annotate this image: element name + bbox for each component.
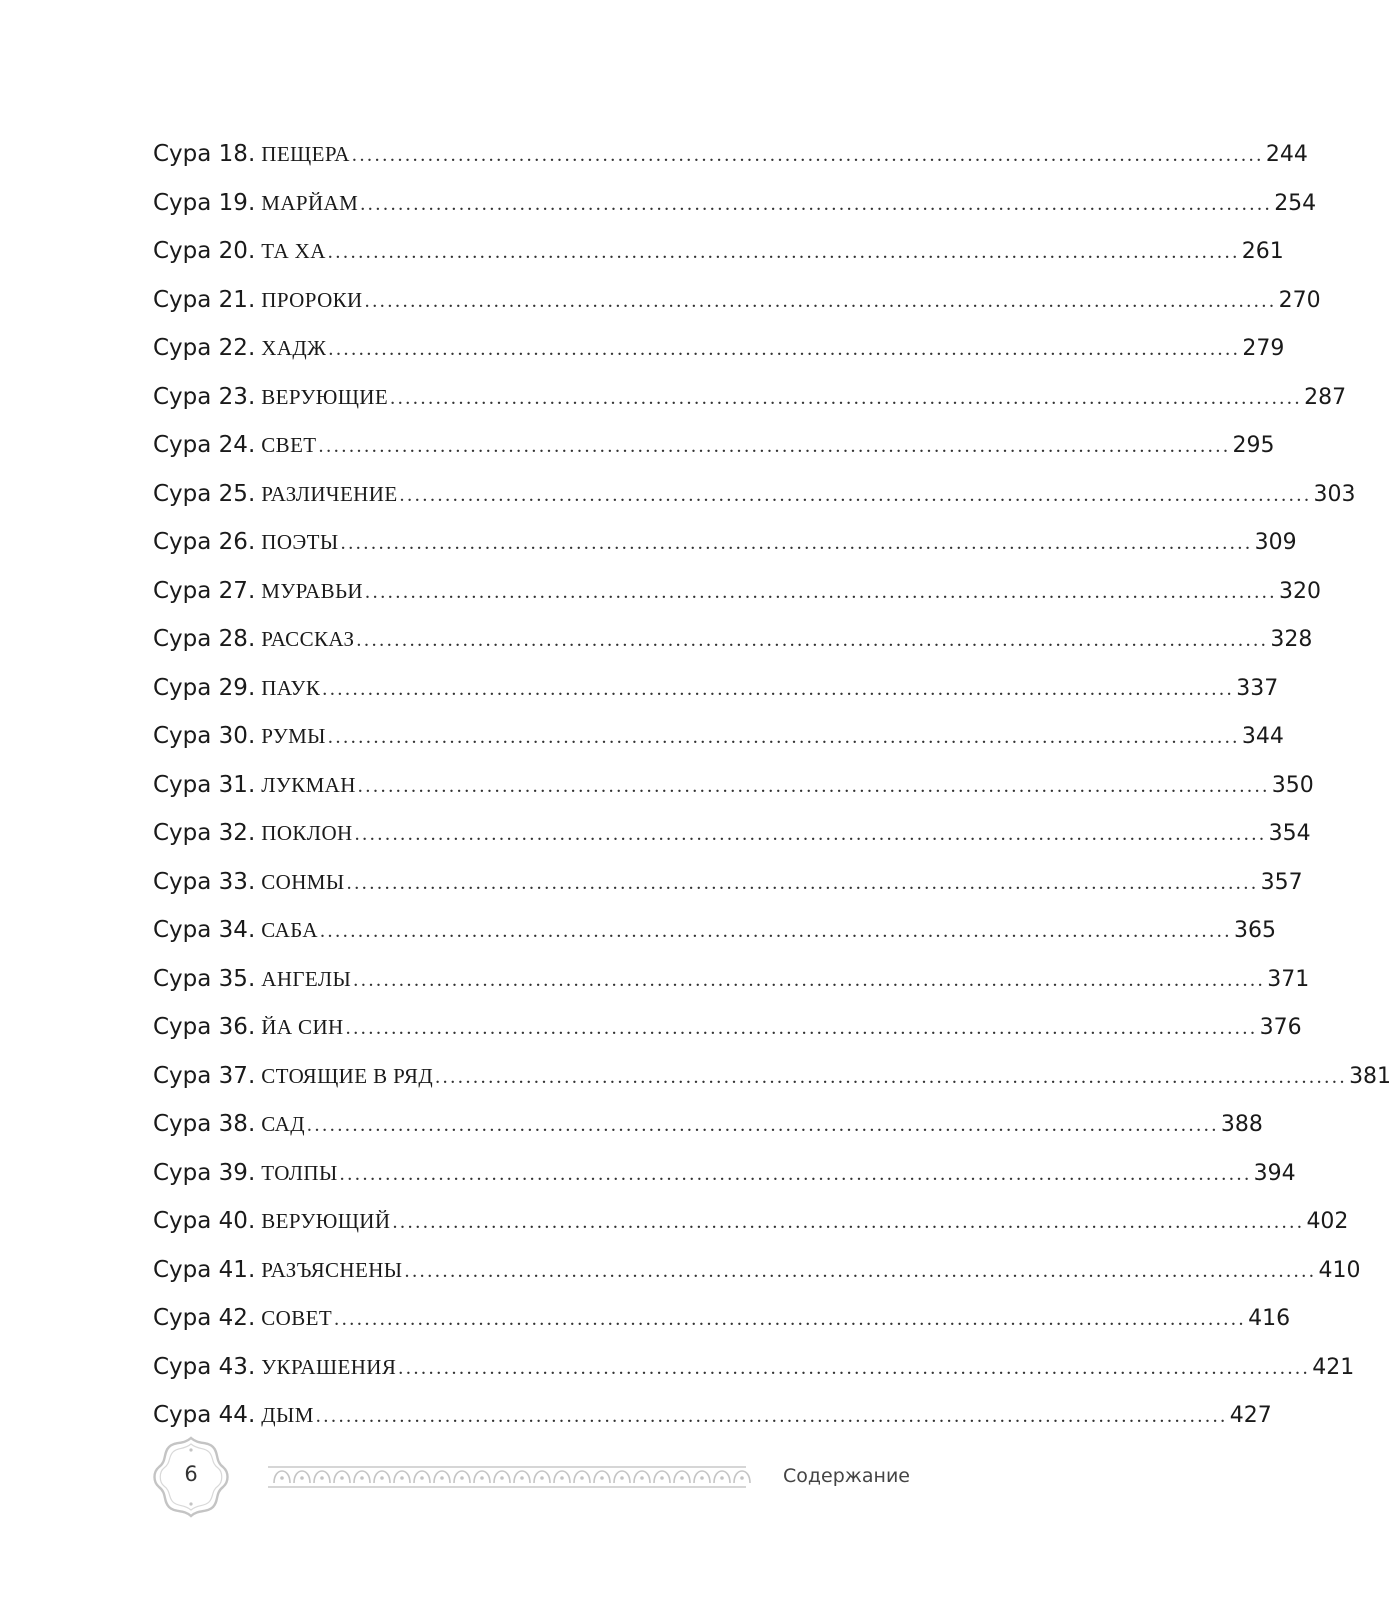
toc-entry-title: СОВЕТ: [261, 1306, 333, 1330]
toc-entry-title: ПЕЩЕРА: [261, 142, 350, 166]
toc-entry-prefix: Сура 31.: [153, 771, 256, 798]
toc-entry-prefix: Сура 22.: [153, 335, 256, 361]
toc-entry-page: 270: [1278, 287, 1321, 313]
toc-entry-title: РАЗЛИЧЕНИЕ: [261, 481, 398, 506]
toc-entry-page: 365: [1233, 918, 1276, 943]
dot-leader: ........................................................................................................................: [364, 289, 1277, 312]
dot-leader: ........................................................................................................................: [353, 968, 1266, 991]
dot-leader: ........................................................................................................................: [392, 1211, 1305, 1233]
toc-entry-page: 427: [1229, 1403, 1272, 1428]
dot-leader: ........................................................................................................................: [318, 435, 1231, 457]
toc-entry: [153, 526, 1297, 575]
page-number-badge: [149, 1435, 233, 1519]
toc-entry: [153, 866, 1303, 915]
dot-leader: ........................................................................................................................: [315, 1405, 1228, 1427]
toc-entry-page: 376: [1259, 1015, 1302, 1040]
toc-entry-title: СВЕТ: [261, 433, 317, 457]
toc-entry-title: ТОЛПЫ: [261, 1160, 338, 1185]
dot-leader: ........................................................................................................................: [360, 192, 1273, 215]
toc-entry: [153, 1254, 1361, 1303]
dot-leader: ........................................................................................................................: [319, 920, 1232, 942]
toc-entry-page: 309: [1254, 530, 1297, 555]
toc-entry-prefix: Сура 24.: [153, 432, 256, 458]
toc-entry-page: 254: [1274, 190, 1317, 216]
toc-entry-title: МУРАВЬИ: [261, 578, 363, 603]
toc-entry-page: 354: [1268, 821, 1311, 846]
toc-entry: [153, 1205, 1349, 1254]
table-of-contents: [153, 138, 1391, 1448]
toc-entry-prefix: Сура 42.: [153, 1305, 256, 1331]
dot-leader: ........................................................................................................................: [327, 726, 1240, 748]
toc-entry-prefix: Сура 19.: [153, 189, 256, 216]
toc-entry-title: ПОЭТЫ: [261, 530, 339, 554]
toc-entry-title: ЙА СИН: [261, 1015, 344, 1039]
toc-entry: [153, 672, 1279, 721]
toc-entry: [153, 914, 1276, 963]
dot-leader: ........................................................................................................................: [345, 1017, 1258, 1039]
toc-entry: [153, 429, 1275, 478]
dot-leader: ........................................................................................................................: [334, 1308, 1247, 1330]
toc-entry-prefix: Сура 39.: [153, 1159, 256, 1186]
toc-entry: [153, 963, 1310, 1012]
dot-leader: ........................................................................................................................: [365, 580, 1277, 603]
toc-entry: [153, 1302, 1291, 1351]
toc-entry-title: РАЗЪЯСНЕНЫ: [261, 1257, 403, 1282]
toc-entry-prefix: Сура 36.: [153, 1014, 256, 1040]
toc-entry-page: 402: [1306, 1209, 1349, 1234]
dot-leader: ........................................................................................................................: [390, 386, 1303, 409]
toc-entry: [153, 817, 1311, 866]
toc-entry-prefix: Сура 21.: [153, 286, 256, 313]
toc-entry-title: ДЫМ: [261, 1403, 314, 1427]
toc-entry: [153, 769, 1314, 818]
toc-entry-title: САД: [261, 1112, 305, 1136]
toc-entry-prefix: Сура 37.: [153, 1062, 256, 1089]
toc-entry-prefix: Сура 41.: [153, 1256, 256, 1283]
toc-entry-prefix: Сура 33.: [153, 868, 256, 895]
toc-entry-title: ПАУК: [261, 675, 321, 700]
toc-entry-page: 287: [1304, 384, 1347, 410]
toc-entry-prefix: Сура 25.: [153, 480, 256, 507]
toc-entry-prefix: Сура 40.: [153, 1208, 256, 1234]
toc-entry: [153, 1157, 1296, 1206]
toc-entry: [153, 381, 1347, 430]
toc-entry-prefix: Сура 32.: [153, 820, 256, 846]
toc-entry-page: 244: [1265, 142, 1308, 167]
ornamental-border-icon: [268, 1463, 746, 1491]
toc-entry-prefix: Сура 38.: [153, 1111, 256, 1137]
toc-entry-page: 328: [1270, 627, 1313, 652]
toc-entry-prefix: Сура 23.: [153, 383, 256, 410]
toc-entry: [153, 1011, 1302, 1060]
toc-entry: [153, 1060, 1391, 1109]
toc-entry-prefix: Сура 34.: [153, 917, 256, 943]
toc-entry-prefix: Сура 27.: [153, 577, 256, 604]
toc-entry-title: ТА ХА: [261, 239, 326, 263]
toc-entry: [153, 138, 1308, 187]
toc-entry-title: СОНМЫ: [261, 869, 345, 894]
dot-leader: ........................................................................................................................: [306, 1114, 1219, 1136]
dot-leader: ........................................................................................................................: [435, 1065, 1348, 1088]
toc-entry: [153, 235, 1284, 284]
toc-entry-prefix: Сура 28.: [153, 626, 256, 652]
toc-entry-title: РУМЫ: [261, 724, 326, 748]
toc-entry-page: 416: [1248, 1306, 1291, 1331]
page-footer: [0, 1435, 1000, 1535]
dot-leader: ........................................................................................................................: [357, 774, 1270, 797]
toc-entry-title: ЛУКМАН: [261, 772, 356, 797]
ornamental-border: [268, 1463, 746, 1491]
toc-entry-prefix: Сура 18.: [153, 141, 256, 167]
toc-entry-title: ВЕРУЮЩИЕ: [261, 384, 389, 409]
toc-entry-page: 261: [1241, 239, 1284, 264]
toc-entry: [153, 187, 1317, 236]
toc-entry-page: 371: [1267, 966, 1310, 992]
toc-entry-prefix: Сура 35.: [153, 965, 256, 992]
toc-entry-page: 350: [1271, 772, 1314, 798]
toc-entry-page: 303: [1313, 481, 1356, 507]
dot-leader: ........................................................................................................................: [327, 241, 1240, 263]
toc-entry-title: СТОЯЩИЕ В РЯД: [261, 1063, 434, 1088]
toc-entry: [153, 1351, 1355, 1400]
toc-entry-page: 410: [1318, 1257, 1361, 1283]
toc-entry-prefix: Сура 43.: [153, 1353, 256, 1380]
toc-entry-title: АНГЕЛЫ: [261, 966, 352, 991]
toc-entry: [153, 575, 1321, 624]
dot-leader: ........................................................................................................................: [339, 1162, 1252, 1185]
toc-entry-title: ВЕРУЮЩИЙ: [261, 1209, 391, 1233]
dot-leader: ........................................................................................................................: [398, 1356, 1311, 1379]
toc-entry-prefix: Сура 30.: [153, 723, 256, 749]
toc-entry-page: 279: [1242, 336, 1285, 361]
toc-entry-prefix: Сура 44.: [153, 1402, 256, 1428]
toc-entry-title: РАССКАЗ: [261, 627, 355, 651]
page-number: 6: [184, 1462, 198, 1486]
toc-entry-page: 388: [1220, 1112, 1263, 1137]
toc-entry-title: УКРАШЕНИЯ: [261, 1354, 397, 1379]
toc-entry: [153, 1108, 1263, 1157]
toc-entry-prefix: Сура 20.: [153, 238, 256, 264]
toc-entry-prefix: Сура 26.: [153, 529, 256, 555]
dot-leader: ........................................................................................................................: [340, 532, 1253, 554]
toc-entry: [153, 332, 1285, 381]
dot-leader: ........................................................................................................................: [356, 629, 1269, 651]
toc-entry-page: 337: [1236, 675, 1279, 701]
dot-leader: ........................................................................................................................: [322, 677, 1235, 700]
section-name: Содержание: [783, 1465, 910, 1487]
toc-entry-page: 394: [1253, 1160, 1296, 1186]
toc-entry: [153, 623, 1313, 672]
toc-entry-title: МАРЙАМ: [261, 190, 359, 215]
toc-entry-page: 320: [1279, 578, 1321, 604]
toc-entry-page: 344: [1241, 724, 1284, 749]
toc-entry-page: 357: [1260, 869, 1303, 895]
dot-leader: ........................................................................................................................: [351, 144, 1264, 166]
toc-entry-page: 295: [1232, 433, 1275, 458]
dot-leader: ........................................................................................................................: [404, 1259, 1317, 1282]
dot-leader: ........................................................................................................................: [399, 483, 1312, 506]
toc-entry-title: ПОКЛОН: [261, 821, 353, 845]
toc-entry-page: 421: [1312, 1354, 1355, 1380]
toc-entry-title: ХАДЖ: [261, 336, 327, 360]
toc-entry-title: ПРОРОКИ: [261, 287, 363, 312]
toc-entry: [153, 720, 1284, 769]
toc-entry-prefix: Сура 29.: [153, 674, 256, 701]
toc-entry-title: САБА: [261, 918, 318, 942]
dot-leader: ........................................................................................................................: [354, 823, 1267, 845]
toc-entry: [153, 284, 1321, 333]
dot-leader: ........................................................................................................................: [346, 871, 1259, 894]
toc-entry-page: 381: [1349, 1063, 1391, 1089]
toc-entry: [153, 478, 1356, 527]
dot-leader: ........................................................................................................................: [328, 338, 1241, 360]
